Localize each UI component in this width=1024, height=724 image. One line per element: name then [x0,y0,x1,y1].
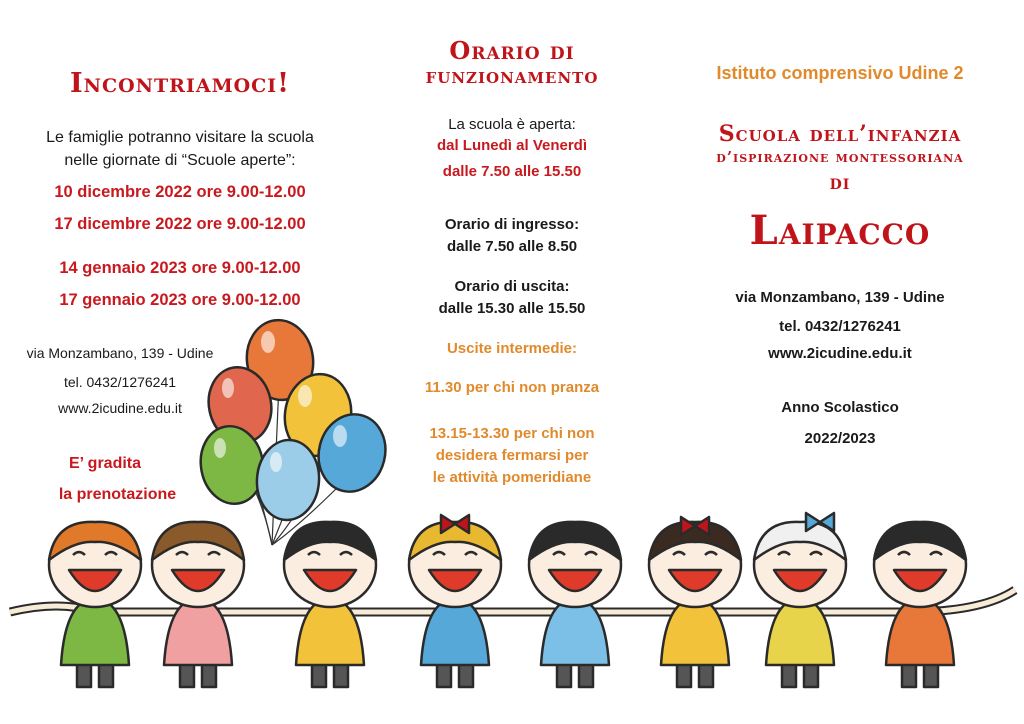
phone-text: tel. 0432/1276241 [63,374,177,390]
school-type-line3: di [829,170,851,194]
intro-text-line2: nelle giornate di “Scuole aperte”: [64,152,296,169]
school-name: Laipacco [749,207,931,254]
school-year-label: Anno Scolastico [781,399,899,416]
intermediate-exit-2-line2: desidera fermarsi per [435,447,589,464]
institute-name: Istituto comprensivo Udine 2 [716,63,964,83]
open-days: dal Lunedì al Venerdì [436,137,588,154]
schedule-heading-line1: Orario di [449,36,575,65]
booking-note-line1: E’ gradita [68,455,142,472]
exit-hours: dalle 15.30 alle 15.50 [438,300,586,317]
booking-note-line2: la prenotazione [58,486,177,503]
intro-text-line1: Le famiglie potranno visitare la scuola [46,129,314,146]
intermediate-exit-2-line3: le attività pomeridiane [432,469,592,486]
children-row [10,513,1015,687]
open-day-date: 10 dicembre 2022 ore 9.00-12.00 [54,183,306,201]
open-day-date: 17 dicembre 2022 ore 9.00-12.00 [54,215,306,233]
school-type-line1: Scuola dell’infanzia [718,121,962,147]
open-day-date: 14 gennaio 2023 ore 9.00-12.00 [59,259,301,277]
exit-label: Orario di uscita: [454,278,570,295]
phone-text: tel. 0432/1276241 [779,318,901,335]
balloons [195,316,394,522]
website-text: www.2icudine.edu.it [58,400,182,416]
website-text: www.2icudine.edu.it [768,345,912,362]
entry-hours: dalle 7.50 alle 8.50 [446,238,578,255]
school-type-line2: d’ispirazione montessoriana [716,148,964,166]
school-year-value: 2022/2023 [804,430,876,447]
entry-label: Orario di ingresso: [444,216,580,233]
incontriamoci-heading: Incontriamoci! [69,68,291,99]
joined-arms [10,590,1015,612]
intermediate-exits-label: Uscite intermedie: [446,340,578,357]
schedule-heading-line2: funzionamento [425,63,599,89]
intermediate-exit-1: 11.30 per chi non pranza [424,379,600,396]
address-text: via Monzambano, 139 - Udine [26,345,214,361]
address-text: via Monzambano, 139 - Udine [735,289,945,306]
intermediate-exit-2-line1: 13.15-13.30 per chi non [429,425,595,442]
open-hours: dalle 7.50 alle 15.50 [442,163,582,180]
open-label: La scuola è aperta: [448,116,576,133]
open-day-date: 17 gennaio 2023 ore 9.00-12.00 [59,291,301,309]
